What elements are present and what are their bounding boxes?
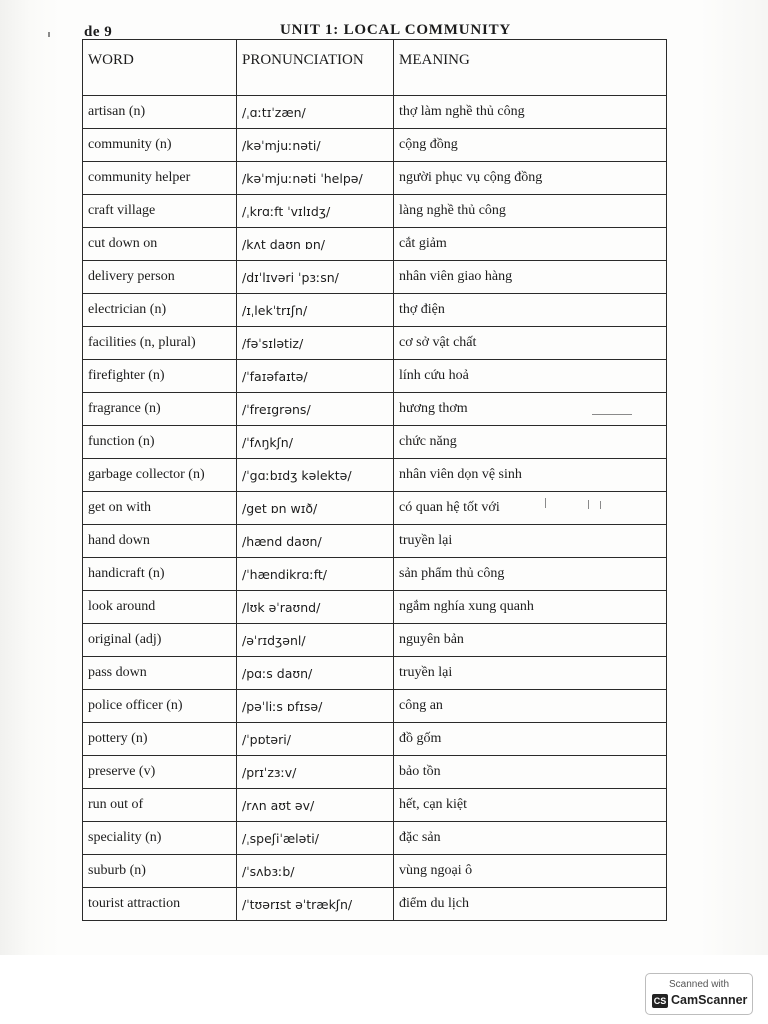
table-row	[83, 822, 667, 855]
table-row	[83, 426, 667, 459]
pronunciation-cell: /rʌn aʊt əv/	[237, 789, 394, 822]
word-cell: function (n)	[83, 426, 237, 459]
pronunciation-cell: /ˈtʊərɪst əˈtrækʃn/	[237, 888, 394, 921]
pronunciation-cell: /kʌt daʊn ɒn/	[237, 228, 394, 261]
table-row	[83, 294, 667, 327]
pronunciation-cell: /ˌspeʃiˈæləti/	[237, 822, 394, 855]
table-row	[83, 558, 667, 591]
pronunciation-cell: /lʊk əˈraʊnd/	[237, 591, 394, 624]
word-cell: fragrance (n)	[83, 393, 237, 426]
meaning-cell: đồ gốm	[394, 723, 667, 756]
table-row	[83, 723, 667, 756]
table-row	[83, 492, 667, 525]
pronunciation-cell: /ˈpɒtəri/	[237, 723, 394, 756]
table-row	[83, 96, 667, 129]
vocabulary-table	[82, 39, 667, 921]
table-row	[83, 624, 667, 657]
pronunciation-cell: /fəˈsɪlətiz/	[237, 327, 394, 360]
table-row	[83, 756, 667, 789]
table-row	[83, 228, 667, 261]
meaning-cell: sản phẩm thủ công	[394, 558, 667, 591]
scan-speck	[592, 414, 632, 415]
meaning-cell: nhân viên giao hàng	[394, 261, 667, 294]
word-cell: handicraft (n)	[83, 558, 237, 591]
scan-speck	[48, 32, 50, 37]
pronunciation-cell: /prɪˈzɜːv/	[237, 756, 394, 789]
grade-label: de 9	[84, 24, 113, 40]
meaning-cell: điểm du lịch	[394, 888, 667, 921]
pronunciation-cell: /ɪˌlekˈtrɪʃn/	[237, 294, 394, 327]
table-row	[83, 888, 667, 921]
table-row	[83, 657, 667, 690]
word-cell: pottery (n)	[83, 723, 237, 756]
meaning-cell: công an	[394, 690, 667, 723]
pronunciation-cell: /ˈhændikrɑːft/	[237, 558, 394, 591]
word-cell: look around	[83, 591, 237, 624]
table-row	[83, 789, 667, 822]
word-cell: facilities (n, plural)	[83, 327, 237, 360]
pronunciation-cell: /ˌɑːtɪˈzæn/	[237, 96, 394, 129]
pronunciation-cell: /pɑːs daʊn/	[237, 657, 394, 690]
word-cell: pass down	[83, 657, 237, 690]
vocabulary-rows	[83, 96, 667, 921]
meaning-cell: có quan hệ tốt với	[394, 492, 667, 525]
word-cell: firefighter (n)	[83, 360, 237, 393]
pronunciation-cell: /ˌkrɑːft ˈvɪlɪdʒ/	[237, 195, 394, 228]
meaning-cell: vùng ngoại ô	[394, 855, 667, 888]
camscanner-logo-icon: CS	[653, 996, 667, 1006]
scan-speck	[545, 498, 546, 508]
column-header-pronunciation: PRONUNCIATION	[237, 40, 394, 96]
pronunciation-cell: /ˈfaɪəfaɪtə/	[237, 360, 394, 393]
table-row	[83, 525, 667, 558]
camscanner-watermark	[645, 973, 753, 1015]
pronunciation-cell: /ˈsʌbɜːb/	[237, 855, 394, 888]
table-row	[83, 195, 667, 228]
word-cell: speciality (n)	[83, 822, 237, 855]
word-cell: police officer (n)	[83, 690, 237, 723]
meaning-cell: đặc sản	[394, 822, 667, 855]
word-cell: preserve (v)	[83, 756, 237, 789]
meaning-cell: truyền lại	[394, 525, 667, 558]
word-cell: artisan (n)	[83, 96, 237, 129]
word-cell: tourist attraction	[83, 888, 237, 921]
pronunciation-cell: /ˈfʌŋkʃn/	[237, 426, 394, 459]
word-cell: original (adj)	[83, 624, 237, 657]
word-cell: delivery person	[83, 261, 237, 294]
meaning-cell: thợ làm nghề thủ công	[394, 96, 667, 129]
table-row	[83, 360, 667, 393]
column-header-word: WORD	[83, 40, 237, 96]
scan-speck	[588, 500, 589, 509]
table-row	[83, 459, 667, 492]
table-row	[83, 162, 667, 195]
meaning-cell: cắt giảm	[394, 228, 667, 261]
meaning-cell: chức năng	[394, 426, 667, 459]
meaning-cell: bảo tồn	[394, 756, 667, 789]
scan-speck	[600, 501, 601, 509]
word-cell: electrician (n)	[83, 294, 237, 327]
table-row	[83, 855, 667, 888]
watermark-caption: Scanned with	[668, 979, 730, 990]
word-cell: cut down on	[83, 228, 237, 261]
table-row	[83, 690, 667, 723]
meaning-cell: truyền lại	[394, 657, 667, 690]
word-cell: community (n)	[83, 129, 237, 162]
word-cell: hand down	[83, 525, 237, 558]
pronunciation-cell: /əˈrɪdʒənl/	[237, 624, 394, 657]
pronunciation-cell: /dɪˈlɪvəri ˈpɜːsn/	[237, 261, 394, 294]
pronunciation-cell: /hænd daʊn/	[237, 525, 394, 558]
word-cell: suburb (n)	[83, 855, 237, 888]
meaning-cell: nhân viên dọn vệ sinh	[394, 459, 667, 492]
table-row	[83, 129, 667, 162]
table-row	[83, 327, 667, 360]
table-row	[83, 261, 667, 294]
pronunciation-cell: /ˈgɑːbɪdʒ kəlektə/	[237, 459, 394, 492]
meaning-cell: cộng đồng	[394, 129, 667, 162]
word-cell: run out of	[83, 789, 237, 822]
pronunciation-cell: /pəˈliːs ɒfɪsə/	[237, 690, 394, 723]
meaning-cell: thợ điện	[394, 294, 667, 327]
meaning-cell: ngắm nghía xung quanh	[394, 591, 667, 624]
word-cell: craft village	[83, 195, 237, 228]
table-row	[83, 591, 667, 624]
column-header-meaning: MEANING	[394, 40, 667, 96]
word-cell: community helper	[83, 162, 237, 195]
pronunciation-cell: /ˈfreɪgrəns/	[237, 393, 394, 426]
pronunciation-cell: /kəˈmjuːnəti/	[237, 129, 394, 162]
meaning-cell: nguyên bản	[394, 624, 667, 657]
meaning-cell: làng nghề thủ công	[394, 195, 667, 228]
meaning-cell: hết, cạn kiệt	[394, 789, 667, 822]
meaning-cell: lính cứu hoả	[394, 360, 667, 393]
pronunciation-cell: /kəˈmjuːnəti ˈhelpə/	[237, 162, 394, 195]
meaning-cell: cơ sở vật chất	[394, 327, 667, 360]
table-row	[83, 393, 667, 426]
meaning-cell: người phục vụ cộng đồng	[394, 162, 667, 195]
page-title: UNIT 1: LOCAL COMMUNITY	[280, 22, 512, 38]
word-cell: garbage collector (n)	[83, 459, 237, 492]
table-header-row	[83, 40, 667, 96]
watermark-brand: CamScanner	[671, 993, 748, 1007]
meaning-cell: hương thơm	[394, 393, 667, 426]
pronunciation-cell: /get ɒn wɪð/	[237, 492, 394, 525]
word-cell: get on with	[83, 492, 237, 525]
